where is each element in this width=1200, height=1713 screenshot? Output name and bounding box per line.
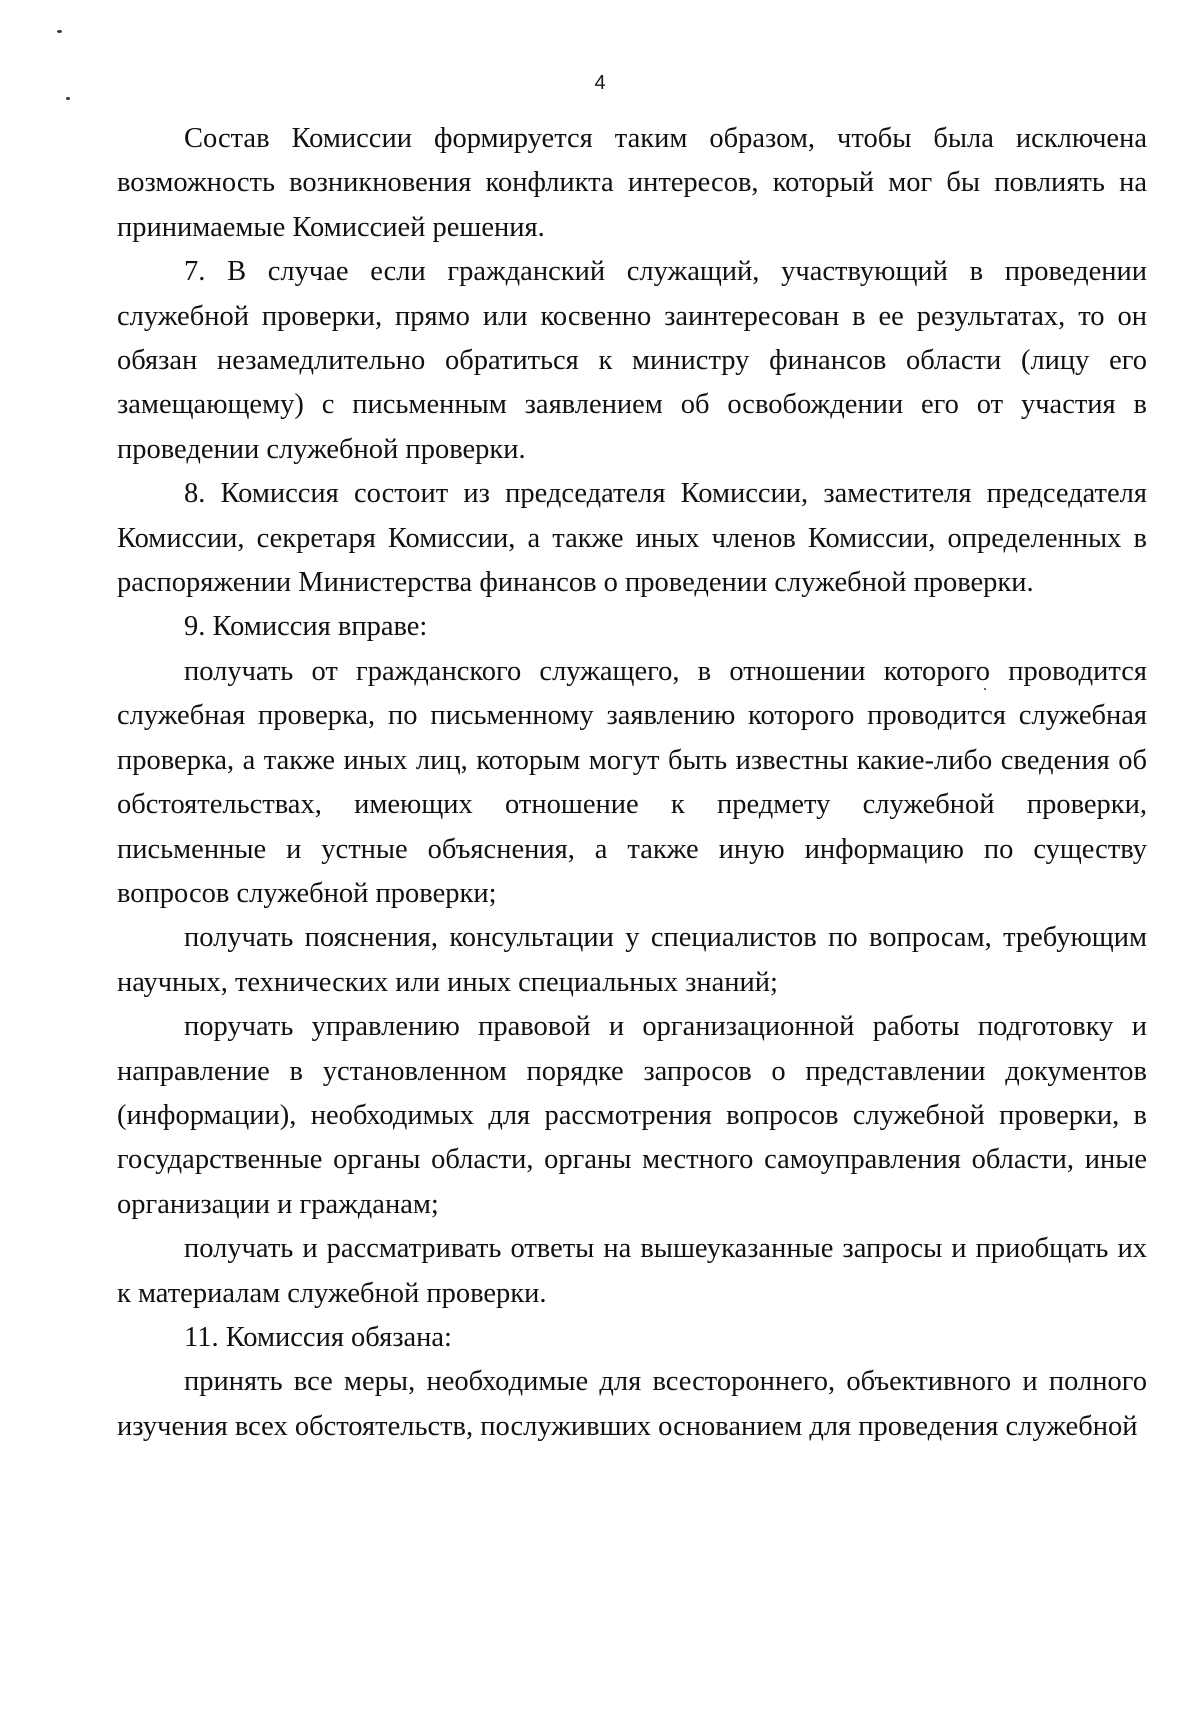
document-body [117, 117, 1147, 1449]
paragraph-duty-measures: принять все меры, необходимые для всестороннего, объективного и полного изучения всех обстоятельств, послуживших основанием для проведения служебной [117, 1366, 1147, 1442]
paragraph-item-7: 7. В случае если гражданский служащий, участвующий в проведении служебной проверки, прямо или косвенно заинтересован в ее результатах, то он обязан незамедлительно обратиться к министру финансов области (лицу его замещающему) с письменным заявлением об освобождении его от участия в проведении служебной проверки. [117, 256, 1147, 465]
scan-speck [66, 97, 70, 100]
paragraph-item-11-heading: 11. Комиссия обязана: [184, 1321, 452, 1353]
page-number: 4 [594, 72, 606, 94]
paragraph-item-9-heading: 9. Комиссия вправе: [184, 611, 428, 643]
paragraph-right-obtain-explanations: получать от гражданского служащего, в отношении которого проводится служебная проверка, по письменному заявлению которого проводится служебная проверка, а также иных лиц, которым могут быть известны какие-либо сведения об обстоятельствах, имеющих отношение к предмету служебной проверки, письменные и устные объяснения, а также иную информацию по существу вопросов служебной проверки; [117, 655, 1147, 909]
paragraph-right-review-answers: получать и рассматривать ответы на вышеуказанные запросы и приобщать их к материалам служебной проверки. [117, 1233, 1147, 1309]
paragraph-right-consultations: получать пояснения, консультации у специалистов по вопросам, требующим научных, технических или иных специальных знаний; [117, 922, 1147, 998]
paragraph-item-8: 8. Комиссия состоит из председателя Комиссии, заместителя председателя Комиссии, секретаря Комиссии, а также иных членов Комиссии, определенных в распоряжении Министерства финансов о проведении служебной проверки. [117, 478, 1147, 599]
paragraph-commission-composition: Состав Комиссии формируется таким образом, чтобы была исключена возможность возникновения конфликта интересов, который мог бы повлиять на принимаемые Комиссией решения. [117, 123, 1147, 243]
scan-speck [57, 30, 62, 33]
paragraph-right-requests: поручать управлению правовой и организационной работы подготовку и направление в установленном порядке запросов о представлении документов (информации), необходимых для рассмотрения вопросов служебной проверки, в государственные органы области, органы местного самоуправления области, иные организации и гражданам; [117, 1011, 1147, 1220]
